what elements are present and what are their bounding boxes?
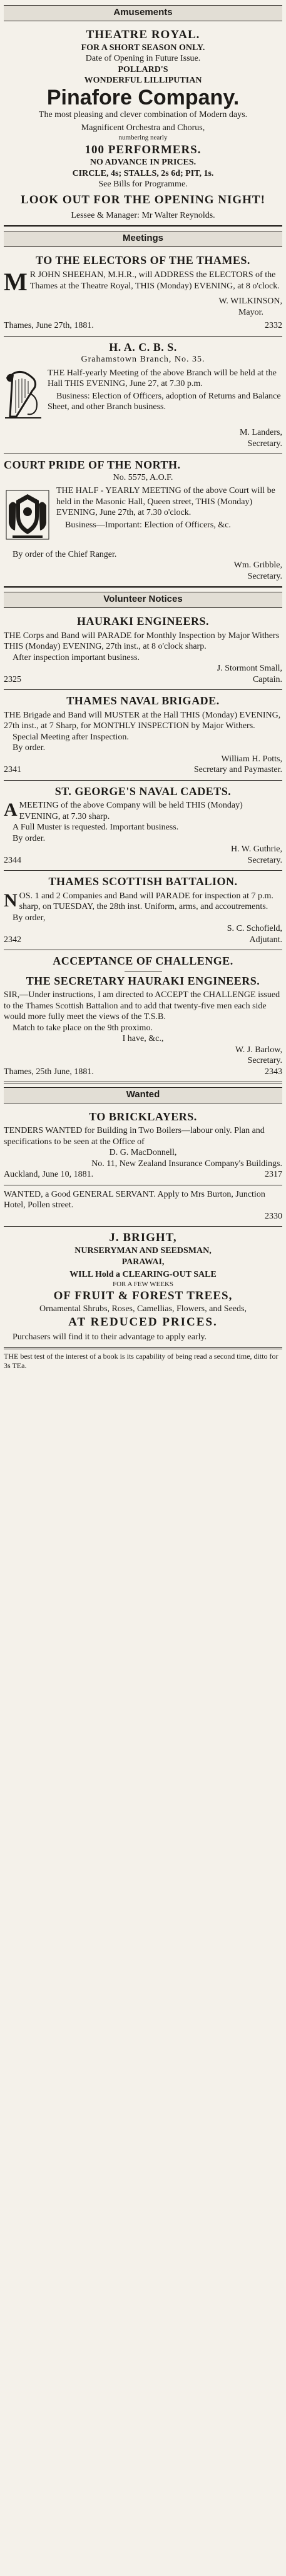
hauraki-signature: J. Stormont Small, xyxy=(217,664,282,674)
court-pride-body: THE HALF - YEARLY MEETING of the above Court will be held in the Masonic Hall, Queen street, THIS (Monday) EVENING, June 27th, at 7.30 o'clock. xyxy=(56,486,275,518)
challenge-number: 2343 xyxy=(265,1067,282,1077)
bricklayers-name: D. G. MacDonnell, xyxy=(109,1148,177,1158)
challenge-date: Thames, 25th June, 1881. xyxy=(4,1067,94,1077)
electors-drop-cap: M xyxy=(4,268,28,297)
hauraki-after: After inspection important business. xyxy=(13,652,140,662)
servant-body: WANTED, a Good GENERAL SERVANT. Apply to Mrs Burton, Junction Hotel, Pollen street. xyxy=(4,1189,265,1210)
scottish-title: THAMES SCOTTISH BATTALION. xyxy=(48,875,238,888)
challenge-subtitle: THE SECRETARY HAURAKI ENGINEERS. xyxy=(26,974,260,987)
scottish-signature-title: Adjutant. xyxy=(249,935,282,945)
st-georges-body: MEETING of the above Company will be held THIS (Monday) EVENING, at 7.30 sharp. xyxy=(19,801,243,821)
bricklayers-notice xyxy=(4,1106,282,1185)
bricklayers-date: Auckland, June 10, 1881. xyxy=(4,1170,94,1180)
bright-purchasers: Purchasers will find it to their advantage to apply early. xyxy=(13,1332,207,1342)
st-georges-number: 2344 xyxy=(4,855,21,865)
challenge-closing: I have, &c., xyxy=(122,1034,164,1044)
bright-title: J. BRIGHT, xyxy=(109,1231,177,1245)
st-georges-signature-title: Secretary. xyxy=(247,855,282,865)
theatre-royal-advert xyxy=(4,24,282,227)
court-pride-title: COURT PRIDE OF THE NORTH. xyxy=(4,459,181,472)
hauraki-body: THE Corps and Band will PARADE for Monthly Inspection by Major Withers THIS (Monday) EVENING, 27th inst., at 8 o'clock sharp. xyxy=(4,631,280,652)
st-georges-title: ST. GEORGE'S NAVAL CADETS. xyxy=(54,784,232,798)
st-georges-full: A Full Muster is requested. Important business. xyxy=(13,823,179,833)
bricklayers-address: No. 11, New Zealand Insurance Company's Buildings. xyxy=(91,1159,282,1169)
st-georges-notice xyxy=(4,781,282,871)
foresters-crest-icon xyxy=(4,487,51,547)
scottish-signature: S. C. Schofield, xyxy=(227,924,282,934)
st-georges-order: By order. xyxy=(13,833,46,843)
hacbs-title: H. A. C. B. S. xyxy=(109,340,177,353)
st-georges-signature: H. W. Guthrie, xyxy=(230,844,282,854)
naval-brigade-notice xyxy=(4,690,282,781)
bricklayers-body: TENDERS WANTED for Building in Two Boilers—labour only. Plan and specifications to be seen at the Office of xyxy=(4,1126,265,1147)
bright-weeks: FOR A FEW WEEKS xyxy=(112,1280,174,1288)
naval-brigade-order: By order. xyxy=(13,743,46,753)
bright-nursery-advert xyxy=(4,1227,282,1349)
st-georges-drop-cap: A xyxy=(4,799,18,821)
bright-shrubs: Ornamental Shrubs, Roses, Camellias, Flowers, and Seeds, xyxy=(39,1304,247,1314)
bright-trees: OF FRUIT & FOREST TREES, xyxy=(53,1289,233,1303)
theatre-opening-date: Date of Opening in Future Issue. xyxy=(85,54,201,63)
naval-brigade-signature: William H. Potts, xyxy=(221,754,282,764)
court-pride-signature-title: Secretary. xyxy=(247,571,282,581)
hacbs-signature-title: Secretary. xyxy=(247,439,282,449)
electors-title: TO THE ELECTORS OF THE THAMES. xyxy=(36,253,250,266)
theatre-lilliputian: WONDERFUL LILLIPUTIAN xyxy=(84,76,202,85)
electors-notice xyxy=(4,250,282,337)
theatre-programme: See Bills for Programme. xyxy=(98,180,188,190)
hauraki-number: 2325 xyxy=(4,674,21,684)
electors-signature-title: Mayor. xyxy=(238,307,263,317)
scottish-order: By order, xyxy=(13,913,46,923)
bright-place: PARAWAI, xyxy=(121,1257,165,1267)
naval-brigade-title: THAMES NAVAL BRIGADE. xyxy=(66,694,220,707)
electors-body: R JOHN SHEEHAN, M.H.R., will ADDRESS the ELECTORS of the Thames at the Theatre Royal, THIS (Monday) EVENING, at 8 o'clock. xyxy=(29,270,280,291)
theatre-lessee: Lessee & Manager: Mr Walter Reynolds. xyxy=(71,210,215,220)
challenge-match: Match to take place on the 9th proximo. xyxy=(13,1023,153,1033)
naval-brigade-signature-title: Secretary and Paymaster. xyxy=(193,765,282,775)
challenge-notice xyxy=(4,950,282,1083)
theatre-season: FOR A SHORT SEASON ONLY. xyxy=(81,43,205,53)
hauraki-title: HAURAKI ENGINEERS. xyxy=(76,615,210,628)
naval-brigade-special: Special Meeting after Inspection. xyxy=(13,732,129,742)
hauraki-signature-title: Captain. xyxy=(252,674,282,684)
theatre-numbering: numbering nearly xyxy=(118,133,168,141)
bright-subtitle: NURSERYMAN AND SEEDSMAN, xyxy=(74,1246,212,1256)
challenge-signature: W. J. Barlow, xyxy=(235,1045,282,1055)
hauraki-engineers-notice xyxy=(4,611,282,690)
electors-signature: W. WILKINSON, xyxy=(218,297,282,307)
scottish-body: OS. 1 and 2 Companies and Band will PARADE for inspection at 7 p.m. sharp, on TUESDAY, the 28th inst. Uniform, arms, and accoutrements. xyxy=(19,891,273,912)
electors-date: Thames, June 27th, 1881. xyxy=(4,321,94,331)
court-pride-notice xyxy=(4,454,282,588)
section-heading-amusements: Amusements xyxy=(4,5,282,21)
servant-number: 2330 xyxy=(265,1211,282,1221)
theatre-orchestra: Magnificent Orchestra and Chorus, xyxy=(81,123,205,133)
bright-prices: AT REDUCED PRICES. xyxy=(68,1315,218,1329)
theatre-lookout: LOOK OUT FOR THE OPENING NIGHT! xyxy=(21,193,265,206)
theatre-no-advance: NO ADVANCE IN PRICES. xyxy=(89,158,197,168)
theatre-description: The most pleasing and clever combination of Modern days. xyxy=(38,109,248,119)
section-heading-wanted: Wanted xyxy=(4,1087,282,1103)
theatre-company-name: Pinafore Company. xyxy=(46,85,240,109)
servant-notice xyxy=(4,1185,282,1227)
bricklayers-number: 2317 xyxy=(265,1170,282,1180)
theatre-prices: CIRCLE, 4s; STALLS, 2s 6d; PIT, 1s. xyxy=(72,168,214,178)
theatre-pollards: POLLARD'S xyxy=(118,64,168,74)
hacbs-body: THE Half-yearly Meeting of the above Branch will be held at the Hall THIS EVENING, June 27, at 7.30 p.m. xyxy=(48,368,277,389)
scottish-drop-cap: N xyxy=(4,890,18,911)
hacbs-branch: Grahamstown Branch, No. 35. xyxy=(81,355,205,365)
naval-brigade-body: THE Brigade and Band will MUSTER at the Hall THIS (Monday) EVENING, 27th inst., at 7 Sharp, for MONTHLY INSPECTION by Major Withers. xyxy=(4,710,281,731)
challenge-body: SIR,—Under instructions, I am directed to ACCEPT the CHALLENGE issued to the Thames Scottish Battalion and to add that twenty-five men each side would more fully meet the views of the T.S.B. xyxy=(4,990,280,1022)
naval-brigade-number: 2341 xyxy=(4,765,21,775)
theatre-performers: 100 PERFORMERS. xyxy=(84,143,202,156)
bright-sale: WILL Hold a CLEARING-OUT SALE xyxy=(69,1270,217,1280)
hacbs-signature: M. Landers, xyxy=(239,428,282,438)
court-pride-business: Business—Important: Election of Officers, &c. xyxy=(65,520,231,530)
challenge-signature-title: Secretary. xyxy=(247,1056,282,1066)
electors-number: 2332 xyxy=(265,321,282,331)
section-heading-volunteer: Volunteer Notices xyxy=(4,592,282,608)
section-heading-meetings: Meetings xyxy=(4,231,282,247)
challenge-title: ACCEPTANCE OF CHALLENGE. xyxy=(53,955,233,968)
scottish-number: 2342 xyxy=(4,935,21,945)
court-pride-order: By order of the Chief Ranger. xyxy=(13,549,117,559)
bricklayers-title: TO BRICKLAYERS. xyxy=(89,1110,197,1123)
hacbs-notice xyxy=(4,337,282,455)
harp-emblem-icon xyxy=(4,369,43,424)
hacbs-business: Business: Election of Officers, adoption of Returns and Balance Sheet, and other Branch business. xyxy=(48,391,281,412)
scottish-battalion-notice xyxy=(4,871,282,950)
footer-text: THE best test of the interest of a book is its capability of being read a second time, ditto for 3s TEa. xyxy=(4,1351,278,1370)
theatre-title: THEATRE ROYAL. xyxy=(86,28,200,41)
court-pride-subtitle: No. 5575, A.O.F. xyxy=(113,472,173,482)
court-pride-signature: Wm. Gribble, xyxy=(233,560,282,570)
